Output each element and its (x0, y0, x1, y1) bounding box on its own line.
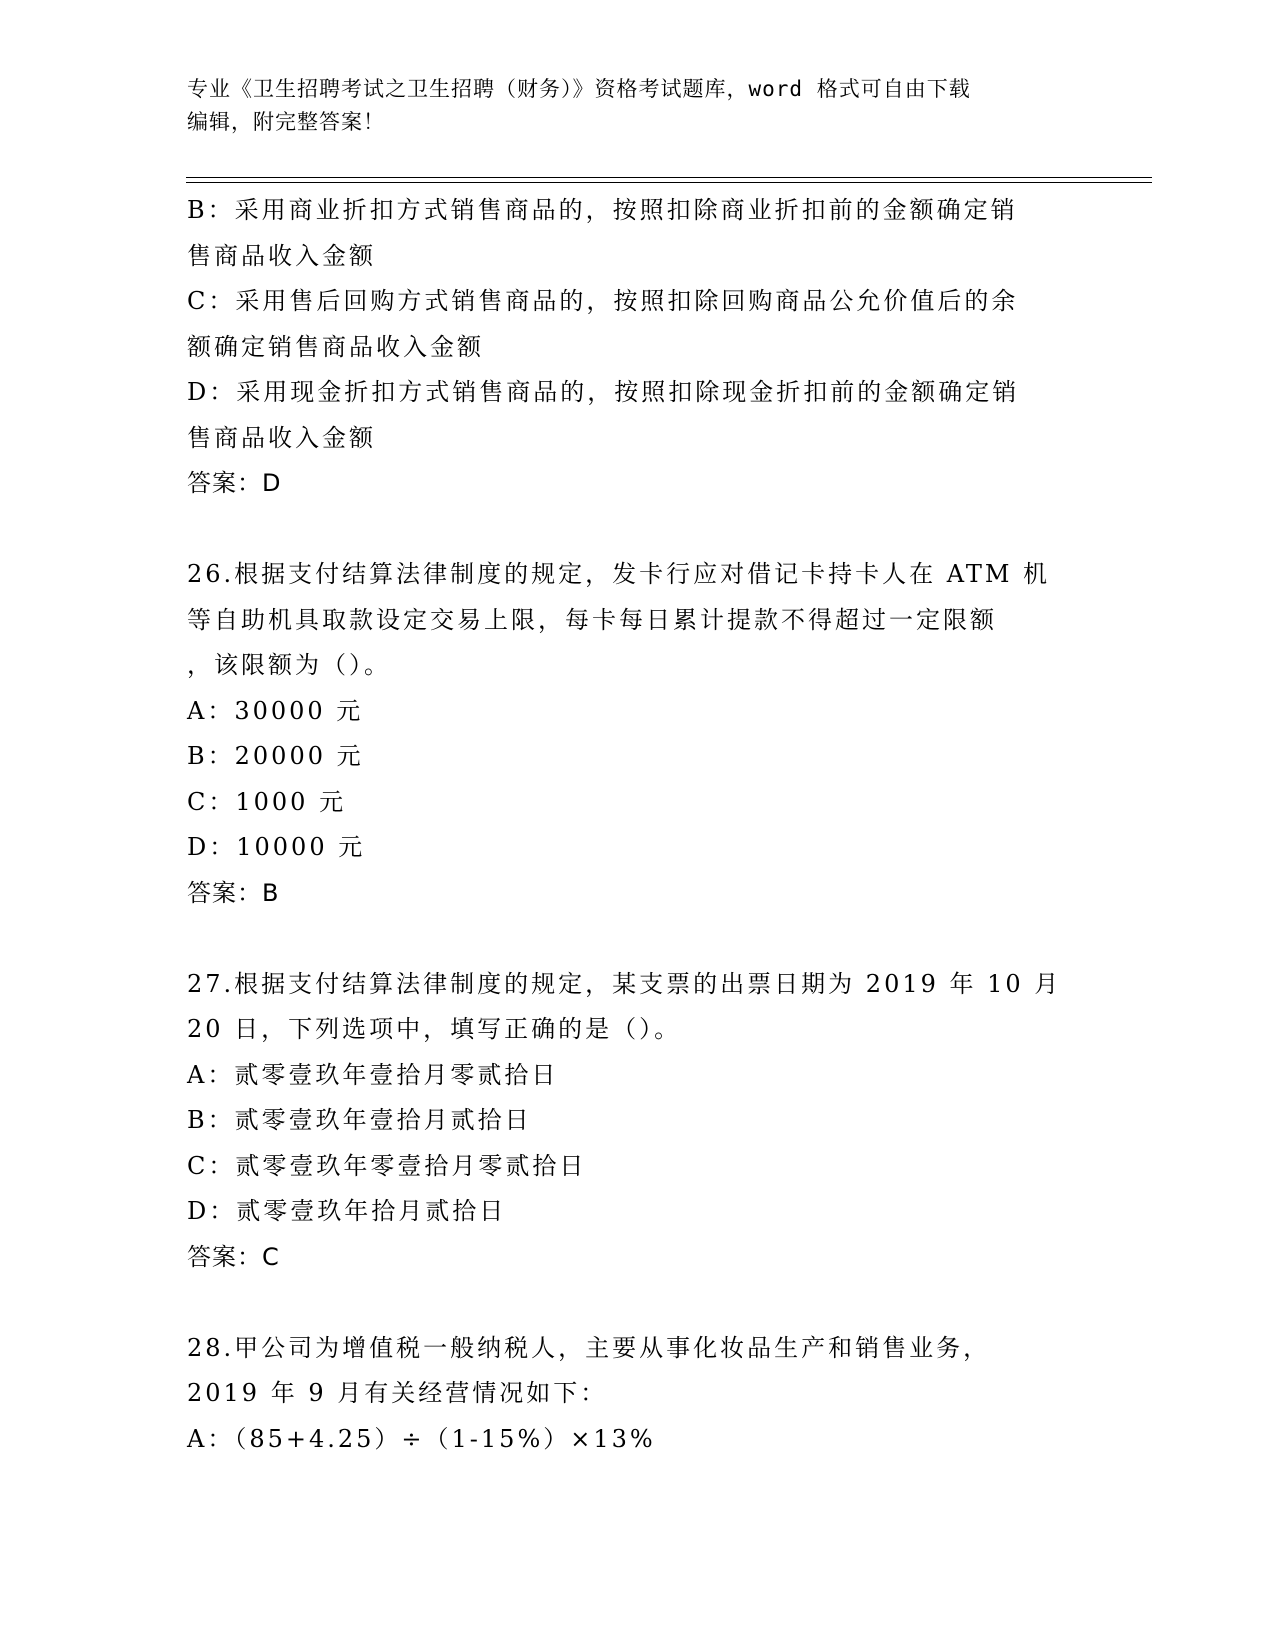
question-spacer (187, 507, 1067, 553)
option-d-line-2: 售商品收入金额 (187, 423, 376, 452)
option-b-line-1: B：采用商业折扣方式销售商品的，按照扣除商业折扣前的金额确定销 (187, 196, 1018, 224)
answer-25: 答案：D (187, 469, 282, 497)
question-27-option-a: A：贰零壹玖年壹拾月零贰拾日 (187, 1060, 559, 1089)
question-26-option-d: D：10000 元 (187, 833, 366, 861)
question-27-stem-line-2: 20 日，下列选项中，填写正确的是（）。 (187, 1015, 682, 1043)
question-spacer (187, 1280, 1067, 1326)
header-divider-top (186, 177, 1152, 178)
document-header (187, 73, 1087, 139)
question-26-stem-line-2: 等自助机具取款设定交易上限，每卡每日累计提款不得超过一定限额 (187, 605, 997, 634)
option-d-line-1: D：采用现金折扣方式销售商品的，按照扣除现金折扣前的金额确定销 (187, 378, 1020, 406)
question-27 (187, 962, 1067, 1281)
answer-27: 答案：C (187, 1242, 280, 1271)
question-27-stem-line-1: 27.根据支付结算法律制度的规定，某支票的出票日期为 2019 年 10 月 (187, 969, 1062, 998)
option-c-line-2: 额确定销售商品收入金额 (187, 332, 484, 361)
question-27-option-c: C：贰零壹玖年零壹拾月零贰拾日 (187, 1151, 587, 1180)
header-line-1: 专业《卫生招聘考试之卫生招聘（财务）》资格考试题库，word 格式可自由下载 (187, 77, 971, 101)
question-content (187, 188, 1067, 1462)
question-26-option-b: B：20000 元 (187, 742, 364, 770)
question-26-option-a: A：30000 元 (187, 696, 364, 725)
question-26-option-c: C：1000 元 (187, 787, 347, 816)
question-27-option-d: D：贰零壹玖年拾月贰拾日 (187, 1197, 507, 1225)
question-25-tail (187, 188, 1067, 507)
question-26 (187, 552, 1067, 916)
question-28-option-a: A：（85+4.25）÷（1-15%）×13% (187, 1424, 656, 1453)
answer-26: 答案：B (187, 878, 280, 907)
question-spacer (187, 916, 1067, 962)
option-c-line-1: C：采用售后回购方式销售商品的，按照扣除回购商品公允价值后的余 (187, 287, 1019, 315)
header-line-2: 编辑，附完整答案！ (187, 110, 385, 134)
question-27-option-b: B：贰零壹玖年壹拾月贰拾日 (187, 1106, 532, 1134)
question-28-stem-line-2: 2019 年 9 月有关经营情况如下： (187, 1379, 608, 1407)
question-28-stem-line-1: 28.甲公司为增值税一般纳税人，主要从事化妆品生产和销售业务， (187, 1333, 991, 1362)
question-26-stem-line-1: 26.根据支付结算法律制度的规定，发卡行应对借记卡持卡人在 ATM 机 (187, 560, 1051, 588)
header-divider-bottom (186, 182, 1152, 183)
question-26-stem-line-3: ，该限额为（）。 (187, 651, 391, 679)
option-b-line-2: 售商品收入金额 (187, 241, 376, 270)
question-28 (187, 1326, 1067, 1463)
